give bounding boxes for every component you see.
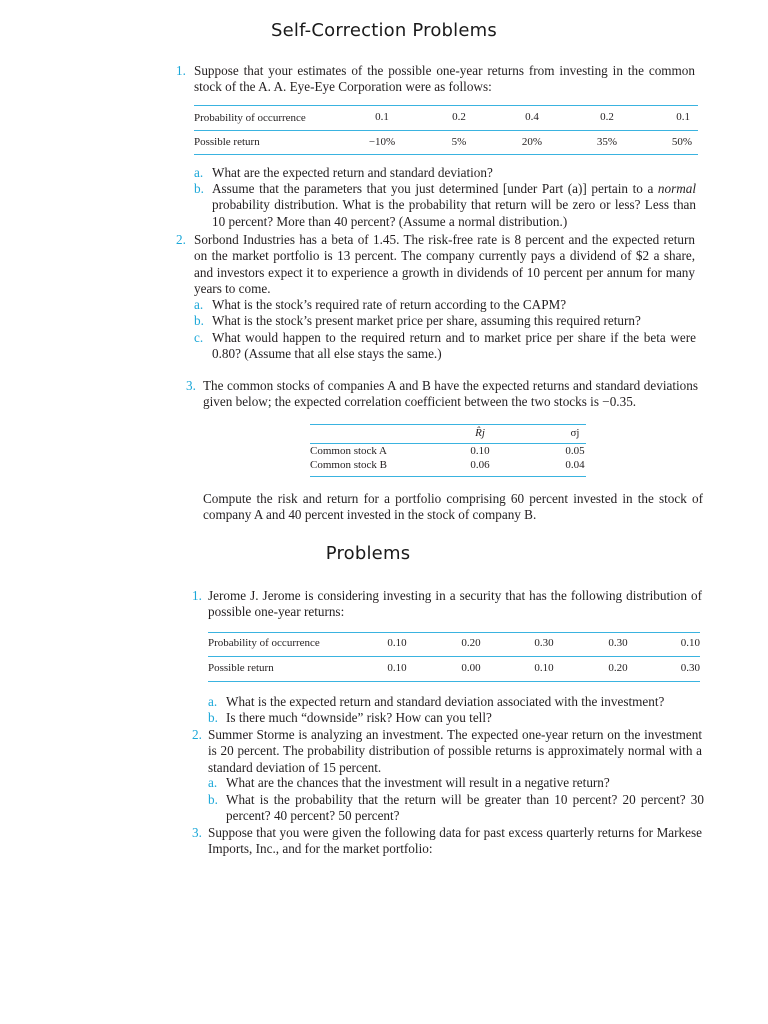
problem-1-number: 1. <box>192 588 202 603</box>
table-row-label: Possible return <box>194 136 260 148</box>
sc-problem-1b-label: b. <box>194 181 204 196</box>
sc-problem-2a-text: What is the stock’s required rate of return according to the CAPM? <box>212 297 567 312</box>
table-cell: 0.2 <box>452 111 466 123</box>
sc-problem-3-number: 3. <box>186 378 196 393</box>
table-cell: 0.05 <box>565 445 585 457</box>
table-row-label: Possible return <box>208 662 274 674</box>
table-cell: 5% <box>451 136 467 148</box>
self-correction-heading: Self-Correction Problems <box>271 20 497 41</box>
table-cell: 0.10 <box>680 637 700 649</box>
table-header-std-dev: σj <box>570 427 580 439</box>
problem-2b-label: b. <box>208 792 218 807</box>
table-cell: 50% <box>671 136 692 148</box>
problem-1b-label: b. <box>208 710 218 725</box>
sc-problem-2b-text: What is the stock’s present market price per share, assuming this required return? <box>212 313 641 328</box>
problem-2b-text: What is the probability that the return will be greater than 10 percent? 20 percent? 30 percent? 40 percent? 50 percent? <box>226 792 704 824</box>
sc-problem-3-text: The common stocks of companies A and B have the expected returns and standard deviations given below; the expected correlation coefficient between the two stocks is −0.35. <box>203 378 698 410</box>
problem-1a-label: a. <box>208 694 218 709</box>
sc-problem-2c-text: What would happen to the required return and to market price per share if the beta were 0.80? (Assume that all else stays the same.) <box>212 330 696 362</box>
problem-3-text: Suppose that you were given the following data for past excess quarterly returns for Markese Imports, Inc., and for the market portfolio: <box>208 825 702 857</box>
table-cell: 0.30 <box>534 637 554 649</box>
table-cell: 0.10 <box>534 662 554 674</box>
sc-problem-2b-label: b. <box>194 313 204 328</box>
table-row-label: Probability of occurrence <box>194 112 306 124</box>
sc-problem-1a-label: a. <box>194 165 204 180</box>
problem-2a-text: What are the chances that the investment will result in a negative return? <box>226 775 610 790</box>
table-cell: 0.4 <box>525 111 539 123</box>
sc-problem-2-text: Sorbond Industries has a beta of 1.45. The risk-free rate is 8 percent and the expected return on the market portfolio is 13 percent. The company currently pays a dividend of $2 a share, and investors expect it to experience a growth in dividends of 10 percent per annum for many years to come. <box>194 232 695 297</box>
sc-problem-1b-text: Assume that the parameters that you just determined [under Part (a)] pertain to a normal probability distribution. What is the probability that return will be zero or less? Less than 10 percent? More than 40 percent? (Assume a normal distribution.) <box>212 181 697 229</box>
problems-heading: Problems <box>325 543 411 564</box>
table-cell: 0.10 <box>470 445 490 457</box>
problem-2-text: Summer Storme is analyzing an investment. The expected one-year return on the investment is 20 percent. The probability distribution of possible returns is approximately normal with a standard deviation of 15 percent. <box>208 727 702 775</box>
sc-problem-2-number: 2. <box>176 232 186 247</box>
problem-1-text: Jerome J. Jerome is considering investing in a security that has the following distribution of possible one-year returns: <box>208 588 702 620</box>
table-row-label: Common stock B <box>310 459 388 471</box>
sc-problem-1a-text: What are the expected return and standard deviation? <box>212 165 493 180</box>
table-header-expected-return: R̂j <box>475 427 485 439</box>
table-row-label: Probability of occurrence <box>208 637 320 649</box>
table-cell: 0.00 <box>461 662 481 674</box>
table-cell: 0.1 <box>676 111 690 123</box>
problem-2-number: 2. <box>192 727 202 742</box>
sc-problem-2a-label: a. <box>194 297 204 312</box>
problem-1b-text: Is there much “downside” risk? How can you tell? <box>226 710 492 725</box>
table-cell: 0.10 <box>387 662 407 674</box>
table-cell: 0.10 <box>387 637 407 649</box>
table-cell: 0.2 <box>600 111 614 123</box>
sc-problem-1-number: 1. <box>176 63 186 78</box>
table-cell: 20% <box>521 136 543 148</box>
table-cell: 0.20 <box>608 662 628 674</box>
table-cell: 0.20 <box>461 637 481 649</box>
problem-2a-label: a. <box>208 775 218 790</box>
table-row-label: Common stock A <box>310 445 388 457</box>
sc-problem-3-compute-text: Compute the risk and return for a portfolio comprising 60 percent invested in the stock of company A and 40 percent invested in the stock of company B. <box>203 491 703 523</box>
table-cell: −10% <box>368 136 396 148</box>
problem-1a-text: What is the expected return and standard deviation associated with the investment? <box>226 694 665 709</box>
table-cell: 35% <box>596 136 618 148</box>
table-cell: 0.1 <box>375 111 389 123</box>
table-cell: 0.06 <box>470 459 490 471</box>
table-cell: 0.30 <box>608 637 628 649</box>
problem-3-number: 3. <box>192 825 202 840</box>
table-cell: 0.30 <box>680 662 700 674</box>
sc-problem-2c-label: c. <box>194 330 204 345</box>
sc-problem-1-text: Suppose that your estimates of the possible one-year returns from investing in the common stock of the A. A. Eye-Eye Corporation were as follows: <box>194 63 695 95</box>
table-cell: 0.04 <box>565 459 585 471</box>
